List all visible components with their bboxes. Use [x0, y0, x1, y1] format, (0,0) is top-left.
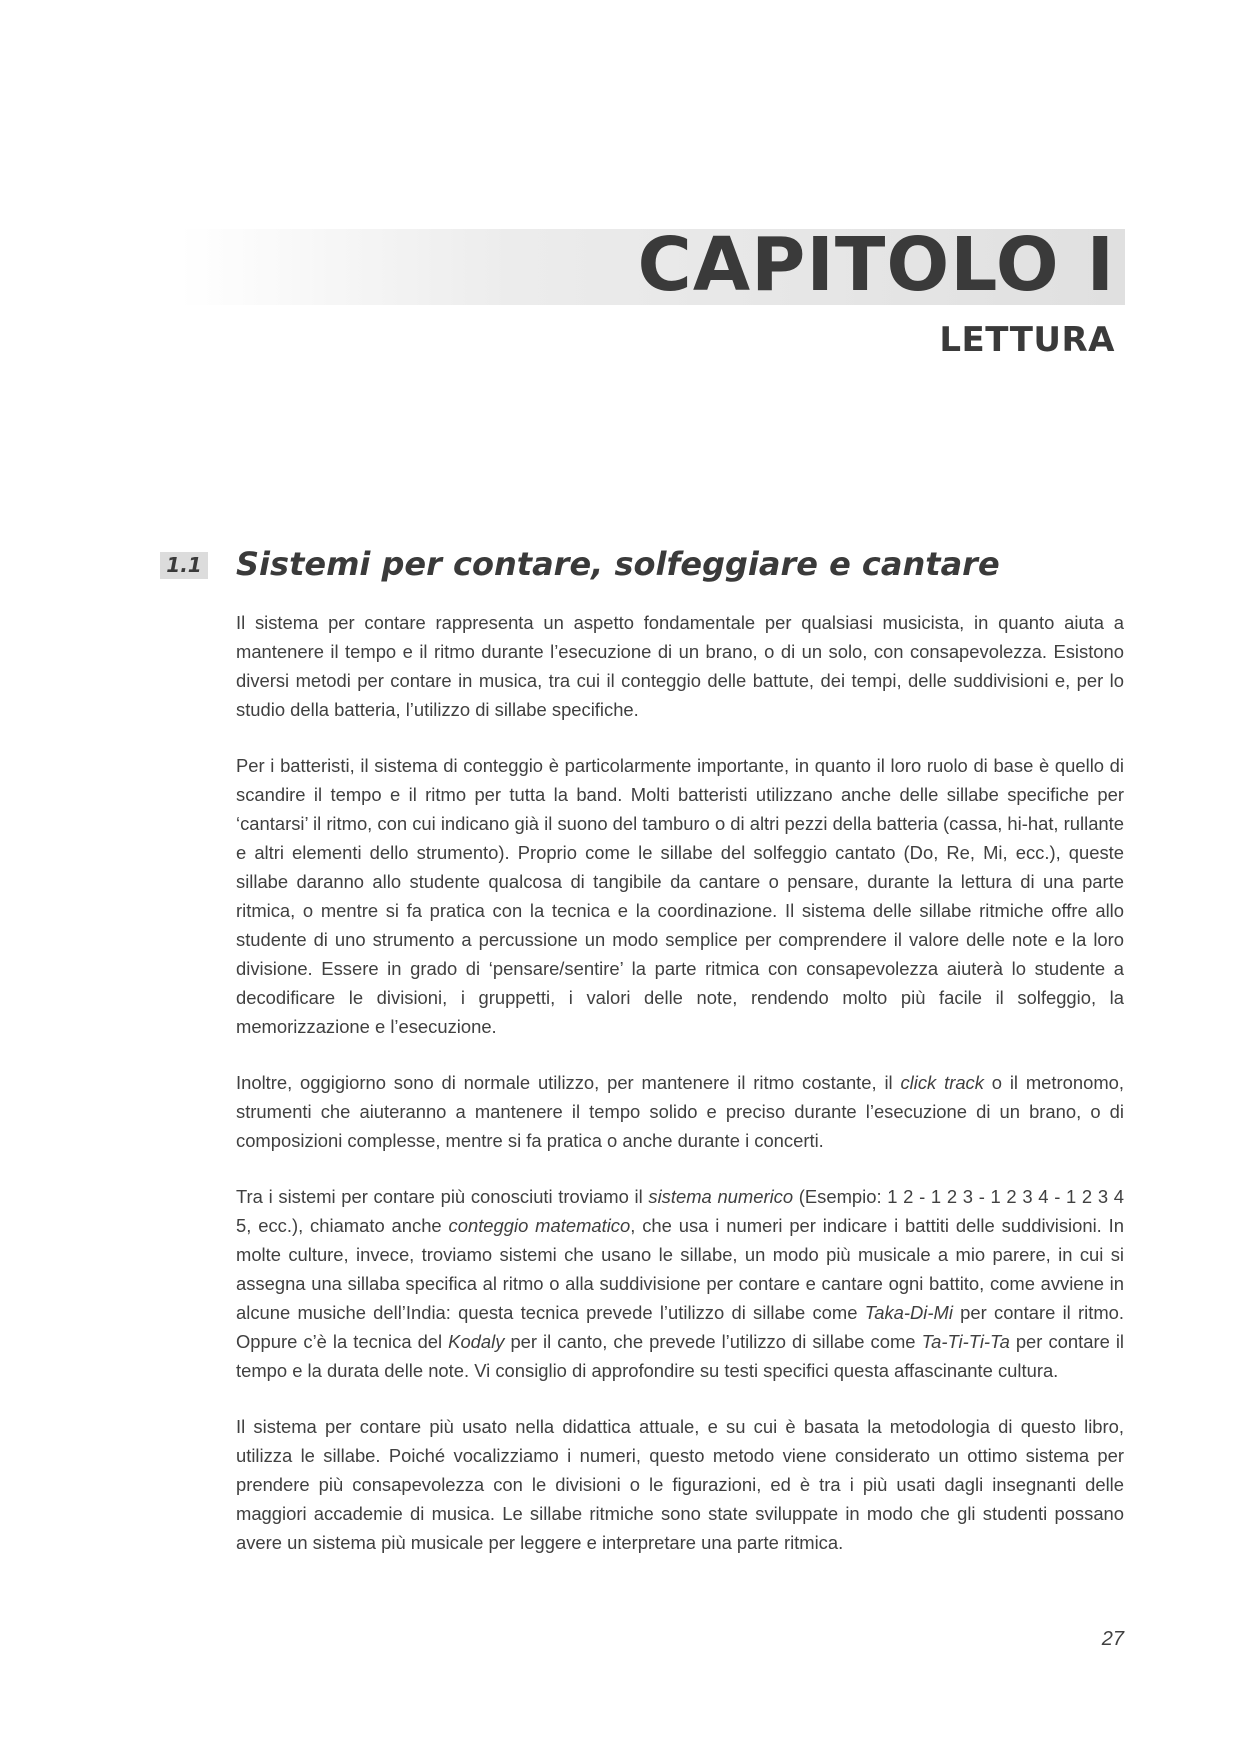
- text-run: o il metronomo, strumenti che aiuteranno a mantenere il tempo solido e preciso durante l’esecuzione di un brano, o di composizioni complesse, mentre si fa pratica o anche durante i concerti.: [236, 1072, 1124, 1151]
- paragraph: [236, 1412, 1124, 1557]
- text-run: Inoltre, oggigiorno sono di normale utilizzo, per mantenere il ritmo costante, il: [236, 1072, 901, 1093]
- italic-term: sistema numerico: [648, 1186, 794, 1207]
- section-title: Sistemi per contare, solfeggiare e cantare: [236, 545, 1000, 583]
- section-number-badge: 1.1: [160, 552, 208, 579]
- text-run: Il sistema per contare rappresenta un aspetto fondamentale per qualsiasi musicista, in quanto aiuta a mantenere il tempo e il ritmo durante l’esecuzione di un brano, o di un solo, con consapevolezza. Esistono diversi metodi per contare in musica, tra cui il conteggio delle battute, dei tempi, delle suddivisioni e, per lo studio della batteria, l’utilizzo di sillabe specifiche.: [236, 612, 1124, 720]
- italic-term: Kodaly: [448, 1331, 505, 1352]
- italic-term: conteggio matematico: [448, 1215, 631, 1236]
- chapter-subtitle: LETTURA: [939, 320, 1115, 360]
- text-run: , che usa i numeri per indicare i battiti delle suddivisioni. In molte culture, invece, troviamo sistemi che usano le sillabe, un modo più musicale a mio parere, in cui si assegna una sillaba specifica al ritmo o alla suddivisione per contare e cantare ogni battito, come avviene in alcune musiche dell’India: questa tecnica prevede l’utilizzo di sillabe come: [236, 1215, 1124, 1323]
- text-run: Tra i sistemi per contare più conosciuti troviamo il: [236, 1186, 649, 1207]
- italic-term: Taka-Di-Mi: [864, 1302, 953, 1323]
- text-run: per contare il ritmo. Oppure c’è la tecnica del: [236, 1302, 1124, 1352]
- text-run: per il canto, che prevede l’utilizzo di sillabe come: [504, 1331, 922, 1352]
- text-run: per contare il tempo e la durata delle note. Vi consiglio di approfondire su testi specifici questa affascinante cultura.: [236, 1331, 1125, 1381]
- body-text: [236, 608, 1124, 1557]
- italic-term: click track: [900, 1072, 984, 1093]
- text-run: (Esempio: 1 2 - 1 2 3 - 1 2 3 4 - 1 2 3 4 5, ecc.), chiamato anche: [236, 1186, 1125, 1236]
- paragraph: [236, 1068, 1124, 1155]
- paragraph: [236, 751, 1124, 1041]
- page-number: 27: [1101, 1628, 1124, 1650]
- text-run: Per i batteristi, il sistema di conteggio è particolarmente importante, in quanto il loro ruolo di base è quello di scandire il tempo e il ritmo per tutta la band. Molti batteristi utilizzano anche delle sillabe specifiche per ‘cantarsi’ il ritmo, con cui indicano già il suono del tamburo o di altri pezzi della batteria (cassa, hi-hat, rullante e altri elementi dello strumento). Proprio come le sillabe del solfeggio cantato (Do, Re, Mi, ecc.), queste sillabe daranno allo studente qualcosa di tangibile da cantare o pensare, durante la lettura di una parte ritmica, o mentre si fa pratica con la tecnica e la coordinazione. Il sistema delle sillabe ritmiche offre allo studente di uno strumento a percussione un modo semplice per comprendere il valore delle note e la loro divisione. Essere in grado di ‘pensare/sentire’ la parte ritmica con consapevolezza aiuterà lo studente a decodificare le divisioni, i gruppetti, i valori delle note, rendendo molto più facile il solfeggio, la memorizzazione e l’esecuzione.: [236, 755, 1124, 1037]
- chapter-title: CAPITOLO I: [637, 222, 1115, 308]
- paragraph: [236, 608, 1124, 724]
- paragraph: [236, 1182, 1124, 1385]
- text-run: Il sistema per contare più usato nella didattica attuale, e su cui è basata la metodologia di questo libro, utilizza le sillabe. Poiché vocalizziamo i numeri, questo metodo viene considerato un ottimo sistema per prendere più consapevolezza con le divisioni o le figurazioni, ed è tra i più usati dagli insegnanti delle maggiori accademie di musica. Le sillabe ritmiche sono state sviluppate in modo che gli studenti possano avere un sistema più musicale per leggere e interpretare una parte ritmica.: [236, 1416, 1124, 1553]
- italic-term: Ta-Ti-Ti-Ta: [921, 1331, 1010, 1352]
